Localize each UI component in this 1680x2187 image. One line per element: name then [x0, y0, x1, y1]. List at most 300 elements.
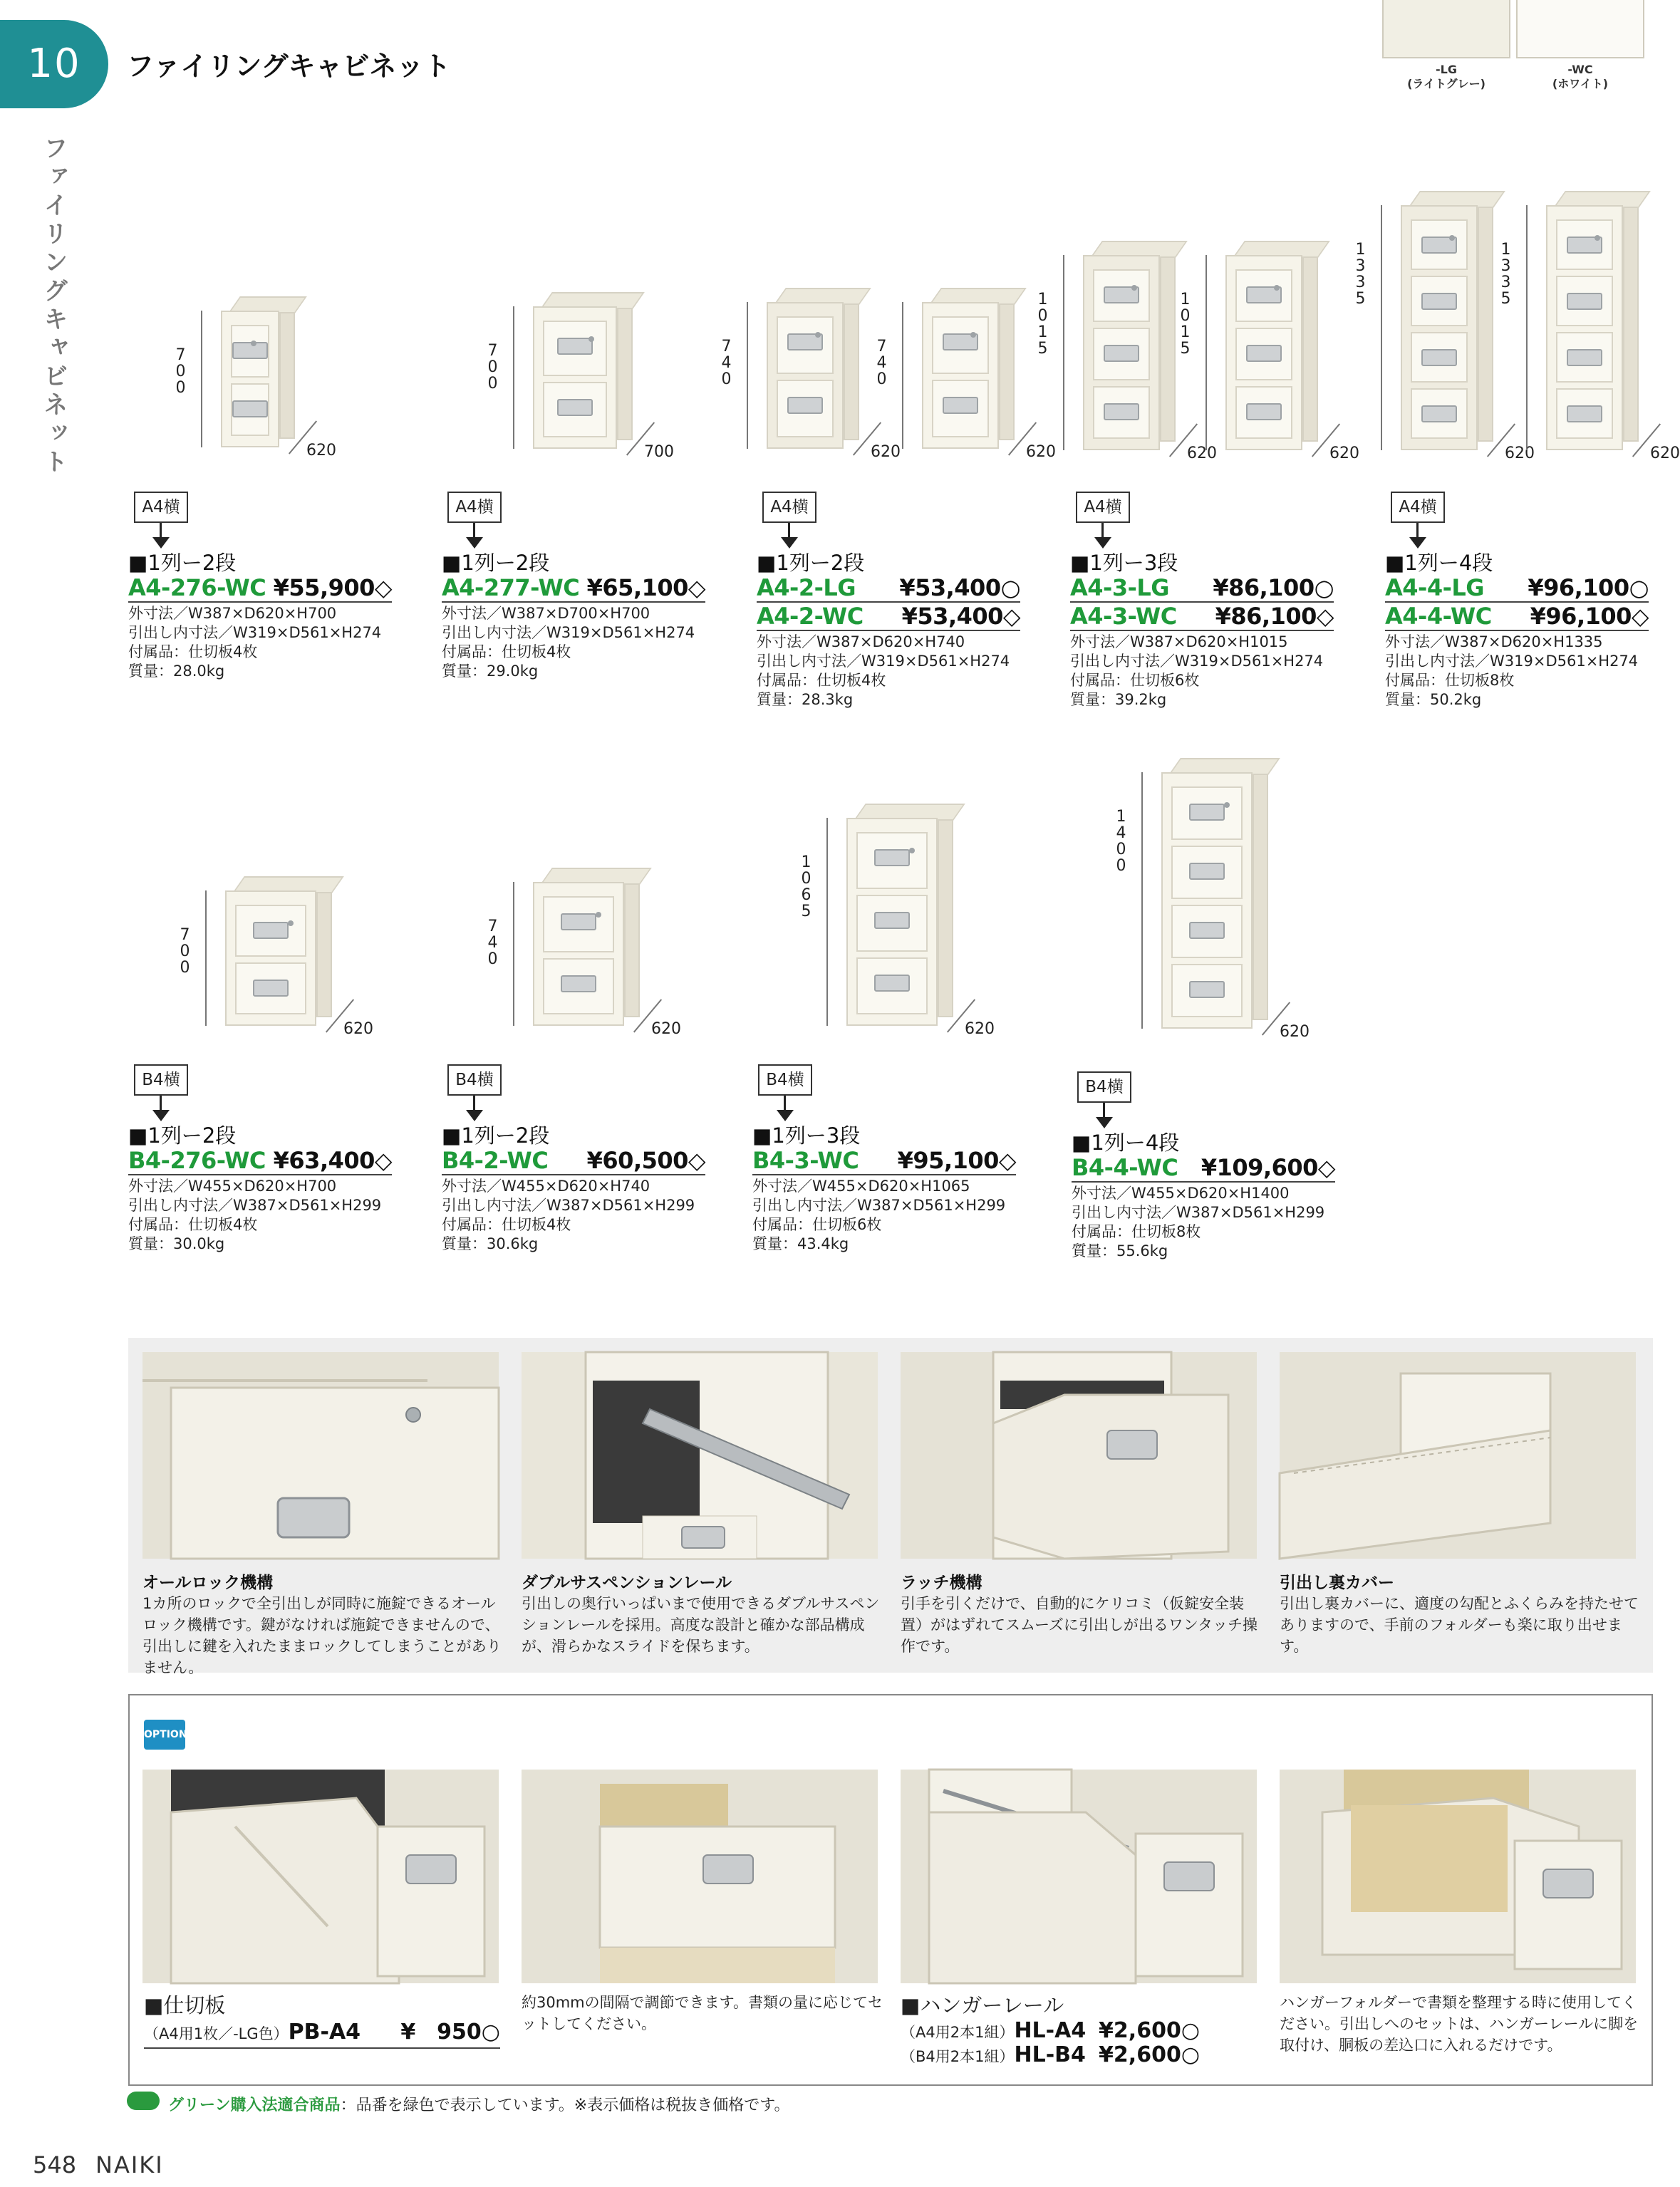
- cabinet-body: [225, 890, 316, 1026]
- product-code: A4-2-LG: [757, 574, 856, 601]
- drawer-handle: [1421, 349, 1457, 366]
- down-arrow-icon: [1101, 523, 1104, 539]
- down-arrow-icon: [1103, 1103, 1105, 1118]
- swatch-wc: [1516, 0, 1644, 58]
- tier-label: ■1列ー2段: [442, 1123, 550, 1148]
- cabinet-side: [1302, 249, 1318, 442]
- price-line: [128, 574, 392, 603]
- drawer: [1411, 219, 1468, 270]
- lock-icon: [1274, 285, 1280, 291]
- down-arrow-icon: [1416, 523, 1419, 539]
- product-code: A4-276-WC: [128, 574, 266, 601]
- drawer-handle: [1246, 403, 1282, 420]
- height-dimension: 1065: [797, 853, 815, 919]
- spec-line: 外寸法／W387×D700×H700: [442, 605, 650, 622]
- option-image-hanger-folders: [1280, 1770, 1636, 1983]
- lock-icon: [970, 332, 976, 338]
- cabinet-side: [316, 885, 332, 1017]
- drawer: [231, 325, 269, 378]
- partition-line: [144, 2022, 500, 2049]
- product-code: B4-4-WC: [1072, 1154, 1178, 1181]
- depth-dimension: 620: [965, 1020, 995, 1038]
- cabinet-side: [1253, 767, 1268, 1020]
- height-dimension: 740: [484, 918, 502, 967]
- product-code: B4-2-WC: [442, 1147, 549, 1174]
- spec-line: 質量：28.0kg: [128, 663, 225, 680]
- hanger-price: ¥2,600○: [1099, 2042, 1200, 2067]
- product-price: ¥55,900◇: [273, 574, 392, 601]
- lock-icon: [251, 341, 256, 346]
- drawer: [1093, 328, 1150, 380]
- lock-icon: [288, 920, 294, 926]
- feature-image-latch: [901, 1352, 1257, 1559]
- cabinet-body: [922, 302, 999, 449]
- color-swatches: [1382, 0, 1639, 100]
- drawer: [932, 380, 989, 437]
- drawer-handle: [874, 849, 910, 866]
- spec-line: 付属品：仕切板4枚: [442, 643, 571, 660]
- cabinet-side: [844, 296, 859, 440]
- hanger-price: ¥2,600○: [1099, 2018, 1200, 2043]
- drawer-handle: [874, 975, 910, 992]
- cabinet-body: [767, 302, 844, 449]
- drawer-handle: [1421, 405, 1457, 422]
- cabinet-body: [846, 818, 938, 1026]
- drawer-handle: [561, 913, 596, 930]
- drawer-handle: [787, 397, 823, 414]
- height-dimension-line: [1141, 772, 1143, 1029]
- drawer: [856, 832, 928, 889]
- product-code: A4-3-WC: [1070, 603, 1177, 630]
- cabinet-side: [617, 301, 633, 440]
- cabinet-body: [533, 306, 617, 449]
- price-line: [752, 1147, 1016, 1175]
- spec-line: 質量：28.3kg: [757, 691, 854, 708]
- drawer-handle: [1567, 293, 1602, 310]
- cabinet-body: [533, 882, 624, 1026]
- drawer-handle: [232, 342, 268, 359]
- spec-line: 引出し内寸法／W387×D561×H299: [128, 1197, 382, 1214]
- height-dimension-line: [1063, 255, 1064, 450]
- paper-size-label: B4横: [447, 1064, 502, 1096]
- height-dimension-line: [205, 890, 207, 1026]
- brand-name: NAIKI: [95, 2151, 164, 2178]
- product-code: A4-4-LG: [1385, 574, 1485, 601]
- height-dimension-line: [513, 882, 514, 1026]
- product-price: ¥65,100◇: [586, 574, 705, 601]
- drawer: [1235, 386, 1292, 439]
- down-arrow-icon: [473, 523, 475, 539]
- cabinet-a4-277: [533, 292, 633, 449]
- product-code: A4-3-LG: [1070, 574, 1170, 601]
- drawer-handle: [1189, 981, 1225, 998]
- price-line: [1070, 574, 1334, 603]
- spec-line: 外寸法／W455×D620×H1065: [752, 1178, 970, 1195]
- tier-label: ■1列ー4段: [1385, 551, 1493, 575]
- drawer: [1411, 388, 1468, 439]
- height-dimension: 740: [873, 338, 891, 387]
- drawer: [1093, 386, 1150, 439]
- depth-dimension: 620: [306, 442, 336, 459]
- drawer: [1556, 388, 1613, 439]
- page-title: ファイリングキャビネット: [127, 51, 451, 82]
- drawer: [1411, 332, 1468, 383]
- drawer: [543, 382, 607, 437]
- cabinet-body: [1083, 255, 1160, 450]
- cabinet-a4-3-wc: [1225, 241, 1318, 450]
- height-dimension: 700: [484, 342, 502, 391]
- height-dimension-line: [201, 311, 202, 447]
- spec-line: 外寸法／W387×D620×H700: [128, 605, 337, 622]
- height-dimension: 740: [717, 338, 735, 387]
- spec-line: 引出し内寸法／W319×D561×H274: [128, 624, 382, 641]
- drawer-handle: [253, 922, 289, 939]
- spec-line: 外寸法／W455×D620×H740: [442, 1178, 650, 1195]
- drawer: [1556, 332, 1613, 383]
- product-block: [128, 1064, 399, 1278]
- depth-dimension: 620: [1505, 445, 1535, 462]
- feature-image-back-cover: [1280, 1352, 1636, 1559]
- feature-desc: 引出しの奥行いっぱいまで使用できるダブルサスペンションレールを採用。高度な設計と確かな部品構成が、滑らかなスライドを保ちます。: [522, 1595, 880, 1655]
- paper-size-label: B4横: [1077, 1071, 1131, 1103]
- spec-line: 付属品：仕切板6枚: [1070, 672, 1200, 689]
- product-price: ¥109,600◇: [1201, 1154, 1335, 1181]
- partition-code: PB-A4: [288, 2020, 361, 2045]
- tier-label: ■1列ー2段: [128, 551, 237, 575]
- spec-line: 引出し内寸法／W319×D561×H274: [1385, 653, 1639, 670]
- product-price: ¥63,400◇: [273, 1147, 392, 1174]
- cabinet-side: [1160, 249, 1176, 442]
- hanger-note: ハンガーフォルダーで書類を整理する時に使用してください。引出しへのセットは、ハンガーレールに脚を取付け、胴板の差込口に入れるだけです。: [1280, 1994, 1639, 2054]
- footer-note: [168, 2093, 789, 2115]
- product-block: [1072, 1071, 1342, 1285]
- drawer: [543, 321, 607, 376]
- feature-image-all-lock: [142, 1352, 499, 1559]
- height-dimension: 1335: [1497, 241, 1515, 306]
- spec-line: 付属品：仕切板4枚: [128, 1216, 258, 1233]
- paper-size-label: A4横: [1076, 492, 1130, 523]
- swatch-lg-label: [1382, 63, 1510, 91]
- depth-dimension: 620: [1026, 443, 1056, 461]
- partition-spec: （A4用1枚／-LG色）: [144, 2025, 289, 2042]
- spec-line: 引出し内寸法／W387×D561×H299: [752, 1197, 1006, 1214]
- product-block: [442, 492, 712, 705]
- spec-line: 外寸法／W455×D620×H1400: [1072, 1185, 1290, 1202]
- side-title: ファイリングキャビネット: [39, 135, 68, 477]
- spec-line: 引出し内寸法／W319×D561×H274: [1070, 653, 1324, 670]
- height-dimension-line: [1526, 205, 1528, 450]
- spec-line: 付属品：仕切板4枚: [442, 1216, 571, 1233]
- drawer: [1556, 276, 1613, 326]
- partition-title: ■仕切板: [144, 1993, 226, 2017]
- product-price: ¥86,100○: [1213, 574, 1334, 601]
- swatch-code: -LG: [1436, 63, 1457, 76]
- down-arrow-icon: [160, 523, 162, 539]
- drawer: [1235, 328, 1292, 380]
- price-line: [1385, 603, 1649, 631]
- product-block: [757, 492, 1027, 708]
- height-dimension: 1400: [1112, 808, 1130, 873]
- paper-size-label: A4横: [447, 492, 502, 523]
- footer-text: ：品番を緑色で表示しています。※表示価格は税抜き価格です。: [340, 2097, 790, 2114]
- cabinet-a4-4-wc: [1546, 191, 1639, 450]
- drawer-handle: [1567, 405, 1602, 422]
- drawer-handle: [253, 980, 289, 997]
- height-dimension-line: [513, 306, 514, 449]
- lock-icon: [909, 848, 915, 853]
- drawer-handle: [1189, 922, 1225, 939]
- depth-dimension: 620: [1650, 445, 1680, 462]
- lock-icon: [1224, 802, 1230, 808]
- spec-line: 質量：50.2kg: [1385, 691, 1482, 708]
- page-number: 548: [33, 2151, 77, 2178]
- paper-size-label: A4横: [1391, 492, 1445, 523]
- product-price: ¥60,500◇: [586, 1147, 705, 1174]
- partition-price: ¥ 950○: [400, 2020, 500, 2045]
- lock-icon: [596, 912, 601, 918]
- lock-icon: [1595, 235, 1600, 241]
- cabinet-side: [1623, 199, 1639, 442]
- drawer-handle: [557, 399, 593, 416]
- height-dimension-line: [902, 302, 903, 449]
- product-price: ¥96,100○: [1528, 574, 1649, 601]
- green-label: グリーン購入法適合商品: [168, 2097, 341, 2114]
- height-dimension-line: [826, 818, 828, 1026]
- drawer-handle: [1189, 863, 1225, 880]
- spec-line: 外寸法／W387×D620×H740: [757, 633, 965, 650]
- cabinet-body: [1401, 205, 1478, 450]
- tier-label: ■1列ー2段: [442, 551, 550, 575]
- height-dimension: 1335: [1352, 241, 1369, 306]
- spec-line: 付属品：仕切板8枚: [1385, 672, 1515, 689]
- product-price: ¥96,100◇: [1530, 603, 1649, 630]
- spec-line: 付属品：仕切板4枚: [757, 672, 886, 689]
- lock-icon: [588, 336, 594, 342]
- hanger-item-b4: [901, 2042, 1200, 2067]
- price-line: [128, 1147, 392, 1175]
- drawer-handle: [232, 400, 268, 417]
- product-code: B4-276-WC: [128, 1147, 266, 1174]
- drawer: [235, 962, 306, 1014]
- price-line: [1072, 1154, 1335, 1183]
- drawer: [235, 905, 306, 957]
- hanger-title: ■ハンガーレール: [901, 1993, 1064, 2017]
- drawer: [777, 380, 834, 437]
- option-image-partition-use: [522, 1770, 878, 1983]
- spec-line: 引出し内寸法／W319×D561×H274: [442, 624, 695, 641]
- depth-dimension: 620: [343, 1020, 373, 1038]
- product-price: ¥53,400◇: [901, 603, 1020, 630]
- height-dimension-line: [747, 302, 748, 449]
- option-badge: OPTION: [144, 1720, 185, 1750]
- drawer: [856, 957, 928, 1014]
- hanger-label: （A4用2本1組）: [901, 2024, 1015, 2041]
- drawer: [1235, 269, 1292, 322]
- spec-line: 質量：39.2kg: [1070, 691, 1167, 708]
- lock-icon: [815, 332, 821, 338]
- feature-image-suspension-rail: [522, 1352, 878, 1559]
- partition-note: 約30mmの間隔で調節できます。書類の量に応じてセットしてください。: [522, 1994, 883, 2032]
- chapter-tab: 10: [0, 20, 108, 108]
- height-dimension: 700: [172, 346, 190, 395]
- cabinet-side: [938, 812, 953, 1017]
- cabinet-side: [624, 876, 640, 1017]
- drawer: [231, 383, 269, 436]
- cabinet-a4-276: [221, 296, 295, 447]
- cabinet-side: [279, 305, 295, 439]
- cabinet-b4-3: [846, 804, 953, 1026]
- cabinet-a4-3-lg: [1083, 241, 1176, 450]
- product-block: [442, 1064, 712, 1278]
- feature-desc: 引出し裏カバーに、適度の勾配とふくらみを持たせてありますので、手前のフォルダーも楽に取り出せます。: [1280, 1595, 1639, 1655]
- spec-line: 質量：30.6kg: [442, 1235, 539, 1252]
- swatch-lg: [1382, 0, 1510, 58]
- drawer-handle: [557, 338, 593, 355]
- cabinet-side: [999, 296, 1015, 440]
- product-price: ¥53,400○: [899, 574, 1020, 601]
- depth-dimension: 620: [1329, 445, 1359, 462]
- down-arrow-icon: [784, 1096, 786, 1111]
- price-line: [442, 1147, 705, 1175]
- cabinet-a4-4-lg: [1401, 191, 1493, 450]
- product-block: [1070, 492, 1341, 708]
- product-block: [752, 1064, 1023, 1278]
- height-dimension: 700: [176, 926, 194, 975]
- depth-dimension: 620: [871, 443, 901, 461]
- cabinet-body: [1546, 205, 1623, 450]
- cabinet-a4-2-wc: [922, 288, 1015, 449]
- spec-line: 外寸法／W455×D620×H700: [128, 1178, 337, 1195]
- depth-dimension: 620: [651, 1020, 681, 1038]
- drawer: [1411, 276, 1468, 326]
- feature-title: オールロック機構: [142, 1574, 274, 1592]
- swatch-name: (ライトグレー): [1407, 77, 1485, 90]
- tier-label: ■1列ー2段: [757, 551, 865, 575]
- drawer: [543, 896, 614, 952]
- cabinet-body: [1225, 255, 1302, 450]
- drawer: [1171, 846, 1243, 899]
- height-dimension-line: [1205, 255, 1207, 450]
- paper-size-label: B4横: [758, 1064, 812, 1096]
- feature-title: 引出し裏カバー: [1280, 1574, 1394, 1592]
- paper-size-label: A4横: [762, 492, 816, 523]
- lock-icon: [1449, 235, 1455, 241]
- drawer: [777, 316, 834, 374]
- spec-line: 引出し内寸法／W319×D561×H274: [757, 653, 1010, 670]
- drawer: [932, 316, 989, 374]
- green-purchase-icon: [127, 2092, 160, 2110]
- product-block: [128, 492, 399, 705]
- spec-line: 質量：43.4kg: [752, 1235, 849, 1252]
- paper-size-label: A4横: [134, 492, 188, 523]
- swatch-wc-label: [1516, 63, 1644, 91]
- product-code: A4-4-WC: [1385, 603, 1492, 630]
- price-line: [757, 603, 1020, 631]
- cabinet-body: [1161, 772, 1253, 1029]
- hanger-label: （B4用2本1組）: [901, 2048, 1015, 2065]
- depth-dimension: 620: [1280, 1023, 1310, 1041]
- drawer: [1171, 964, 1243, 1017]
- spec-line: 外寸法／W387×D620×H1335: [1385, 633, 1603, 650]
- tier-label: ■1列ー3段: [1070, 551, 1178, 575]
- drawer-handle: [1567, 349, 1602, 366]
- product-price: ¥86,100◇: [1215, 603, 1334, 630]
- drawer-handle: [1104, 403, 1139, 420]
- lock-icon: [1131, 285, 1137, 291]
- depth-dimension: 700: [644, 443, 674, 461]
- product-code: A4-277-WC: [442, 574, 580, 601]
- spec-line: 引出し内寸法／W387×D561×H299: [1072, 1204, 1325, 1221]
- paper-size-label: B4横: [134, 1064, 188, 1096]
- cabinet-body: [221, 311, 279, 447]
- drawer: [543, 958, 614, 1014]
- height-dimension: 1015: [1034, 291, 1052, 356]
- down-arrow-icon: [160, 1096, 162, 1111]
- price-line: [757, 574, 1020, 603]
- option-image-partition: [142, 1770, 499, 1983]
- drawer: [1171, 905, 1243, 958]
- drawer: [1556, 219, 1613, 270]
- tier-label: ■1列ー4段: [1072, 1131, 1180, 1155]
- cabinet-a4-2-lg: [767, 288, 859, 449]
- price-line: [442, 574, 705, 603]
- cabinet-b4-276: [225, 876, 332, 1026]
- tier-label: ■1列ー2段: [128, 1123, 237, 1148]
- drawer-handle: [1246, 345, 1282, 362]
- price-line: [1070, 603, 1334, 631]
- hanger-item-a4: [901, 2020, 1200, 2043]
- swatch-name: (ホワイト): [1552, 77, 1609, 90]
- drawer-handle: [561, 975, 596, 992]
- spec-line: 質量：30.0kg: [128, 1235, 225, 1252]
- cabinet-side: [1478, 199, 1493, 442]
- feature-desc: 1カ所のロックで全引出しが同時に施錠できるオールロック機構です。鍵がなければ施錠できませんので、引出しに鍵を入れたままロックしてしまうことがありません。: [142, 1595, 502, 1676]
- drawer: [1171, 786, 1243, 840]
- cabinet-b4-4: [1161, 758, 1268, 1029]
- height-dimension-line: [1381, 205, 1382, 450]
- feature-title: ダブルサスペンションレール: [522, 1574, 732, 1592]
- spec-line: 引出し内寸法／W387×D561×H299: [442, 1197, 695, 1214]
- down-arrow-icon: [788, 523, 790, 539]
- depth-dimension: 620: [1187, 445, 1217, 462]
- product-code: B4-3-WC: [752, 1147, 859, 1174]
- drawer-handle: [1189, 804, 1225, 821]
- feature-title: ラッチ機構: [901, 1574, 982, 1592]
- tier-label: ■1列ー3段: [752, 1123, 861, 1148]
- option-image-hanger-rail: [901, 1770, 1257, 1983]
- height-dimension: 1015: [1176, 291, 1194, 356]
- drawer: [1093, 269, 1150, 322]
- hanger-code: HL-B4: [1014, 2042, 1086, 2067]
- spec-line: 付属品：仕切板8枚: [1072, 1223, 1201, 1240]
- price-line: [1385, 574, 1649, 603]
- drawer-handle: [1421, 293, 1457, 310]
- drawer-handle: [1104, 345, 1139, 362]
- cabinet-b4-2: [533, 868, 640, 1026]
- swatch-code: -WC: [1567, 63, 1593, 76]
- down-arrow-icon: [473, 1096, 475, 1111]
- spec-line: 質量：29.0kg: [442, 663, 539, 680]
- spec-line: 外寸法／W387×D620×H1015: [1070, 633, 1288, 650]
- drawer: [856, 895, 928, 952]
- feature-desc: 引手を引くだけで、自動的にケリコミ（仮錠安全装置）がはずれてスムーズに引出しが出るワンタッチ操作です。: [901, 1595, 1258, 1655]
- product-block: [1385, 492, 1656, 708]
- spec-line: 付属品：仕切板4枚: [128, 643, 258, 660]
- spec-line: 質量：55.6kg: [1072, 1242, 1168, 1259]
- product-code: A4-2-WC: [757, 603, 864, 630]
- drawer-handle: [874, 912, 910, 929]
- product-price: ¥95,100◇: [897, 1147, 1016, 1174]
